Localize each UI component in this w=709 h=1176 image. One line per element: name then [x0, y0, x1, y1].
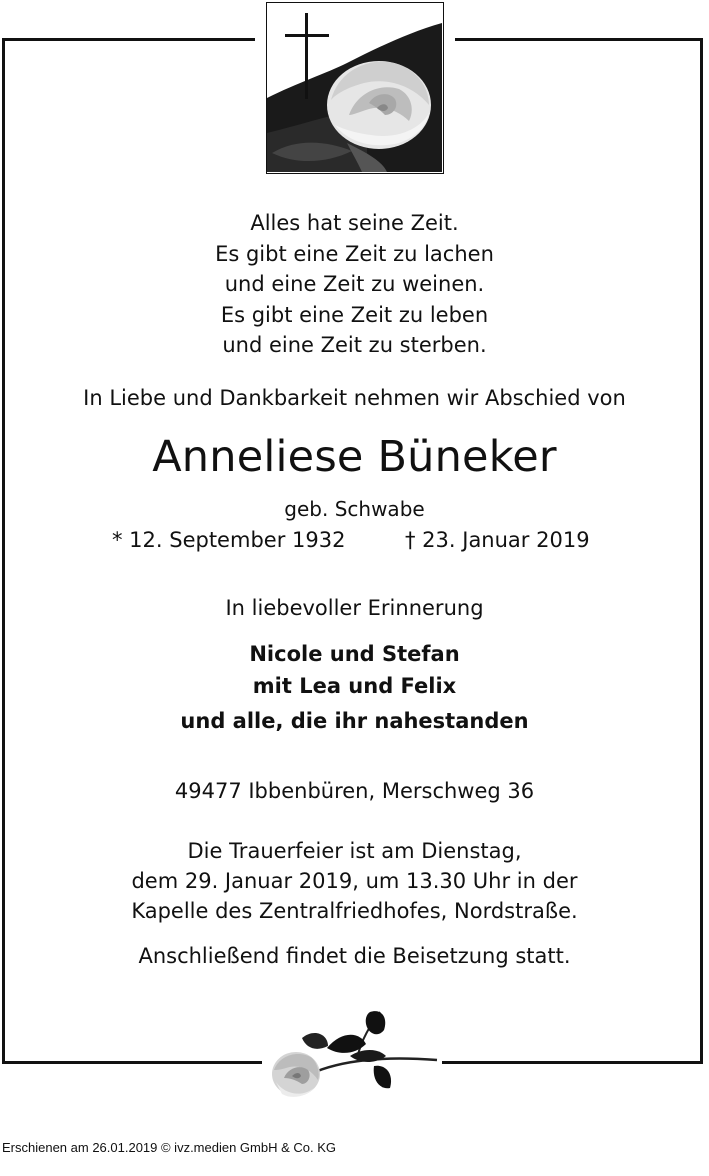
verse-line: und eine Zeit zu weinen. [224, 272, 485, 296]
address: 49477 Ibbenbüren, Merschweg 36 [174, 779, 535, 803]
verse-line: Alles hat seine Zeit. [250, 211, 459, 235]
memory-line: In liebevoller Erinnerung [225, 596, 484, 620]
death-date: † 23. Januar 2019 [405, 528, 590, 552]
service-line: dem 29. Januar 2019, um 13.30 Uhr in der [131, 869, 578, 893]
family-line: mit Lea und Felix [252, 674, 457, 698]
birth-name: geb. Schwabe [284, 497, 425, 521]
burial-info: Anschließend findet die Beisetzung statt. [138, 944, 571, 968]
service-line: Die Trauerfeier ist am Dienstag, [187, 839, 522, 863]
service-line: Kapelle des Zentralfriedhofes, Nordstraße. [131, 899, 578, 923]
deceased-name: Anneliese Büneker [152, 432, 557, 482]
family-names [0, 638, 709, 702]
cross-with-rose-image [266, 2, 444, 174]
rose-branch-image [262, 1008, 442, 1102]
life-dates [0, 528, 709, 558]
verse [0, 208, 709, 361]
family-line: Nicole und Stefan [249, 642, 460, 666]
publication-footer: Erschienen am 26.01.2019 © ivz.medien GmbH & Co. KG [2, 1140, 337, 1155]
verse-line: Es gibt eine Zeit zu lachen [215, 241, 494, 266]
birth-date: * 12. September 1932 [112, 528, 346, 552]
funeral-service-info [0, 836, 709, 926]
intro-text: In Liebe und Dankbarkeit nehmen wir Abschied von [83, 386, 626, 410]
others-line: und alle, die ihr nahestanden [180, 709, 529, 733]
verse-line: und eine Zeit zu sterben. [222, 333, 487, 357]
verse-line: Es gibt eine Zeit zu leben [220, 302, 489, 327]
